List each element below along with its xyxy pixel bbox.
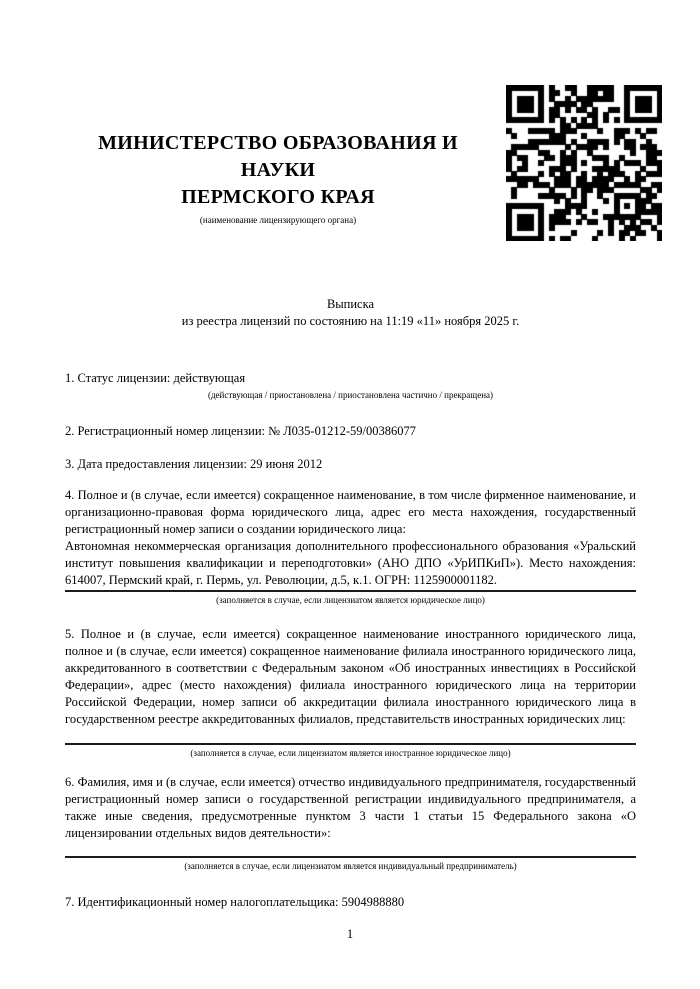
fill-line-foreign-entity xyxy=(65,743,636,745)
fill-line-legal-entity xyxy=(65,590,636,592)
licensing-authority-line2: ПЕРМСКОГО КРАЯ xyxy=(181,186,375,208)
field-entrepreneur-question: 6. Фамилия, имя и (в случае, если имеется) отчество индивидуального предпринимателя, государственный регистрационный номер записи о государственной регистрации индивидуального предпринимателя, а также иные сведения, предусмотренные пунктом 3 части 1 статьи 15 Федерального закона «О лицензировании отдельных видов деятельности»: xyxy=(65,775,636,840)
field-license-status: 1. Статус лицензии: действующая xyxy=(65,371,246,385)
field-registration-number: 2. Регистрационный номер лицензии: № Л035-01212-59/00386077 xyxy=(65,424,416,438)
licensing-authority-caption: (наименование лицензирующего органа) xyxy=(199,215,357,225)
document-body xyxy=(65,296,636,911)
document-title xyxy=(65,296,636,330)
document-title-line2: из реестра лицензий по состоянию на 11:19 «11» ноября 2025 г. xyxy=(181,314,520,328)
field-taxpayer-id: 7. Идентификационный номер налогоплательщика: 5904988880 xyxy=(65,895,405,909)
field-license-grant-date: 3. Дата предоставления лицензии: 29 июня 2012 xyxy=(65,457,323,471)
page-number: 1 xyxy=(346,927,354,941)
field-legal-entity-question: 4. Полное и (в случае, если имеется) сокращенное наименование, в том числе фирменное наименование, и организационно-правовая форма юридического лица, адрес его места нахождения, государственный регистрационный номер записи о создании юридического лица: xyxy=(65,488,636,536)
field-legal-entity-answer: Автономная некоммерческая организация дополнительного профессионального образования «Уральский институт повышения квалификации и переподготовки» (АНО ДПО «УрИПКиП»). Место нахождения: 614007, Пермский край, г. Пермь, ул. Революции, д.5, к.1. ОГРН: 1125900001182. xyxy=(65,539,636,587)
document-title-line1: Выписка xyxy=(326,297,375,311)
document-header xyxy=(63,130,493,226)
fill-line-entrepreneur xyxy=(65,856,636,858)
field-license-status-caption: (действующая / приостановлена / приостановлена частично / прекращена) xyxy=(207,390,494,400)
field-legal-entity-caption: (заполняется в случае, если лицензиатом является юридическое лицо) xyxy=(216,595,485,605)
licensing-authority-line1: МИНИСТЕРСТВО ОБРАЗОВАНИЯ И НАУКИ xyxy=(98,132,458,181)
field-foreign-entity-question: 5. Полное и (в случае, если имеется) сокращенное наименование иностранного юридического лица, полное и (в случае, если имеется) сокращенное наименование филиала иностранного юридического лица, аккредитованного в соответствии с Федеральным законом «Об иностранных инвестициях в Российской Федерации», адрес (место нахождения) филиала иностранного юридического лица на территории Российской Федерации, номер записи об аккредитации филиала иностранного юридического лица в государственном реестре аккредитованных филиалов, представительств иностранных юридических лиц: xyxy=(65,627,636,726)
field-entrepreneur-caption: (заполняется в случае, если лицензиатом является индивидуальный предприниматель) xyxy=(184,861,517,871)
qr-code xyxy=(506,85,662,241)
field-foreign-entity-caption: (заполняется в случае, если лицензиатом является иностранное юридическое лицо) xyxy=(190,748,511,758)
